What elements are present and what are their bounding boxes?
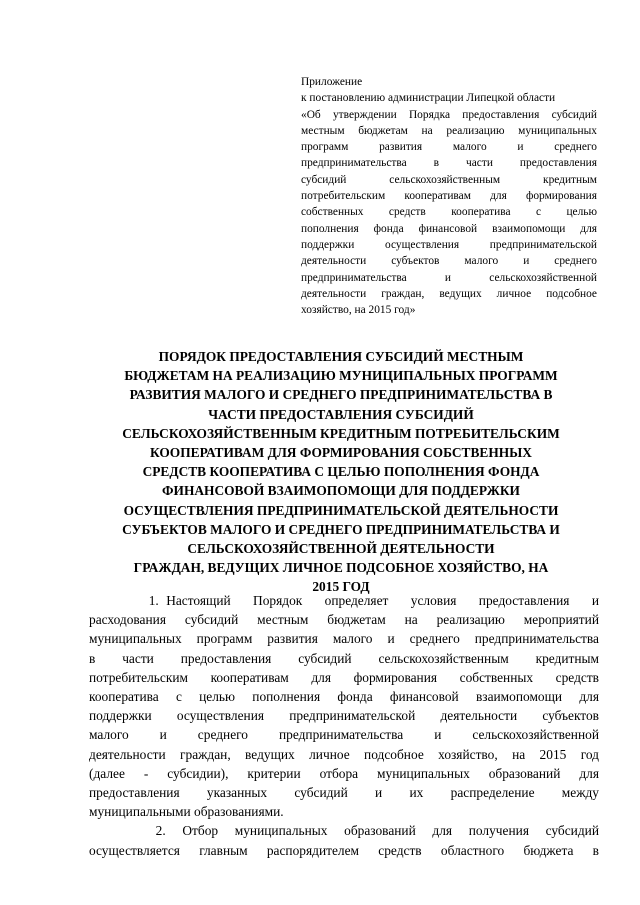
- document-title: [78, 347, 604, 597]
- body-line: предоставления указанных субсидий и их распределение между: [89, 785, 599, 801]
- appendix-line: поддержки осуществления предпринимательской: [301, 238, 597, 251]
- appendix-line: к постановлению администрации Липецкой области: [301, 92, 556, 105]
- appendix-header: [301, 74, 597, 318]
- title-line: СРЕДСТВ КООПЕРАТИВА С ЦЕЛЬЮ ПОПОЛНЕНИЯ ФОНДА: [142, 464, 540, 480]
- body-line: малого и среднего предпринимательства и сельскохозяйственной: [89, 727, 599, 743]
- body-line: деятельности граждан, ведущих личное подсобное хозяйство, на 2015 год: [89, 746, 599, 762]
- body-line: 2. Отбор муниципальных образований для получения субсидий: [89, 823, 599, 839]
- title-line: 2015 ГОД: [312, 579, 370, 595]
- title-line: БЮДЖЕТАМ НА РЕАЛИЗАЦИЮ МУНИЦИПАЛЬНЫХ ПРОГРАММ: [124, 368, 558, 384]
- body-line: 1. Настоящий Порядок определяет условия предоставления и: [89, 593, 599, 608]
- body-text: [89, 591, 599, 860]
- title-line: ОСУЩЕСТВЛЕНИЯ ПРЕДПРИНИМАТЕЛЬСКОЙ ДЕЯТЕЛЬНОСТИ: [123, 502, 559, 518]
- appendix-line: собственных средств кооператива с целью: [301, 206, 597, 219]
- body-line: в части предоставления субсидий сельскохозяйственным кредитным: [89, 650, 599, 666]
- body-line: кооператива с целью пополнения фонда финансовой взаимопомощи для: [89, 689, 599, 705]
- body-line: муниципальными образованиями.: [89, 804, 284, 820]
- body-line: муниципальных программ развития малого и среднего предпринимательства: [89, 631, 599, 647]
- body-line: осуществляется главным распорядителем средств областного бюджета в: [89, 842, 599, 858]
- appendix-line: потребительским кооперативам для формирования: [301, 190, 597, 203]
- appendix-line: предпринимательства и сельскохозяйственной: [301, 271, 597, 284]
- appendix-line: Приложение: [301, 76, 363, 88]
- appendix-line: пополнения фонда финансовой взаимопомощи для: [301, 222, 597, 235]
- title-line: ПОРЯДОК ПРЕДОСТАВЛЕНИЯ СУБСИДИЙ МЕСТНЫМ: [158, 349, 524, 364]
- body-line: расходования субсидий местным бюджетам на реализацию мероприятий: [89, 612, 599, 628]
- title-line: ГРАЖДАН, ВЕДУЩИХ ЛИЧНОЕ ПОДСОБНОЕ ХОЗЯЙСТВО, НА: [133, 560, 549, 576]
- appendix-line: местным бюджетам на реализацию муниципальных: [301, 124, 597, 137]
- body-line: поддержки осуществления предпринимательской деятельности субъектов: [89, 708, 599, 724]
- title-line: СУБЪЕКТОВ МАЛОГО И СРЕДНЕГО ПРЕДПРИНИМАТЕЛЬСТВА И: [122, 521, 560, 537]
- body-line: (далее - субсидии), критерии отбора муниципальных образований для: [89, 765, 599, 781]
- title-line: КООПЕРАТИВАМ ДЛЯ ФОРМИРОВАНИЯ СОБСТВЕННЫХ: [150, 445, 532, 461]
- appendix-line: предпринимательства в части предоставления: [301, 157, 597, 170]
- body-line: потребительским кооперативам для формирования собственных средств: [89, 669, 599, 685]
- title-line: ЧАСТИ ПРЕДОСТАВЛЕНИЯ СУБСИДИЙ: [208, 406, 474, 422]
- appendix-line: деятельности граждан, ведущих личное подсобное: [301, 287, 597, 300]
- title-line: СЕЛЬСКОХОЗЯЙСТВЕННЫМ КРЕДИТНЫМ ПОТРЕБИТЕЛЬСКИМ: [122, 425, 560, 441]
- appendix-line: «Об утверждении Порядка предоставления субсидий: [301, 108, 597, 121]
- appendix-line: программ развития малого и среднего: [301, 141, 597, 154]
- appendix-line: субсидий сельскохозяйственным кредитным: [301, 173, 597, 186]
- title-line: ФИНАНСОВОЙ ВЗАИМОПОМОЩИ ДЛЯ ПОДДЕРЖКИ: [162, 483, 520, 499]
- appendix-line: деятельности субъектов малого и среднего: [301, 255, 597, 268]
- appendix-line: хозяйство, на 2015 год»: [301, 304, 416, 317]
- title-line: РАЗВИТИЯ МАЛОГО И СРЕДНЕГО ПРЕДПРИНИМАТЕЛЬСТВА В: [129, 387, 553, 403]
- title-line: СЕЛЬСКОХОЗЯЙСТВЕННОЙ ДЕЯТЕЛЬНОСТИ: [187, 541, 495, 557]
